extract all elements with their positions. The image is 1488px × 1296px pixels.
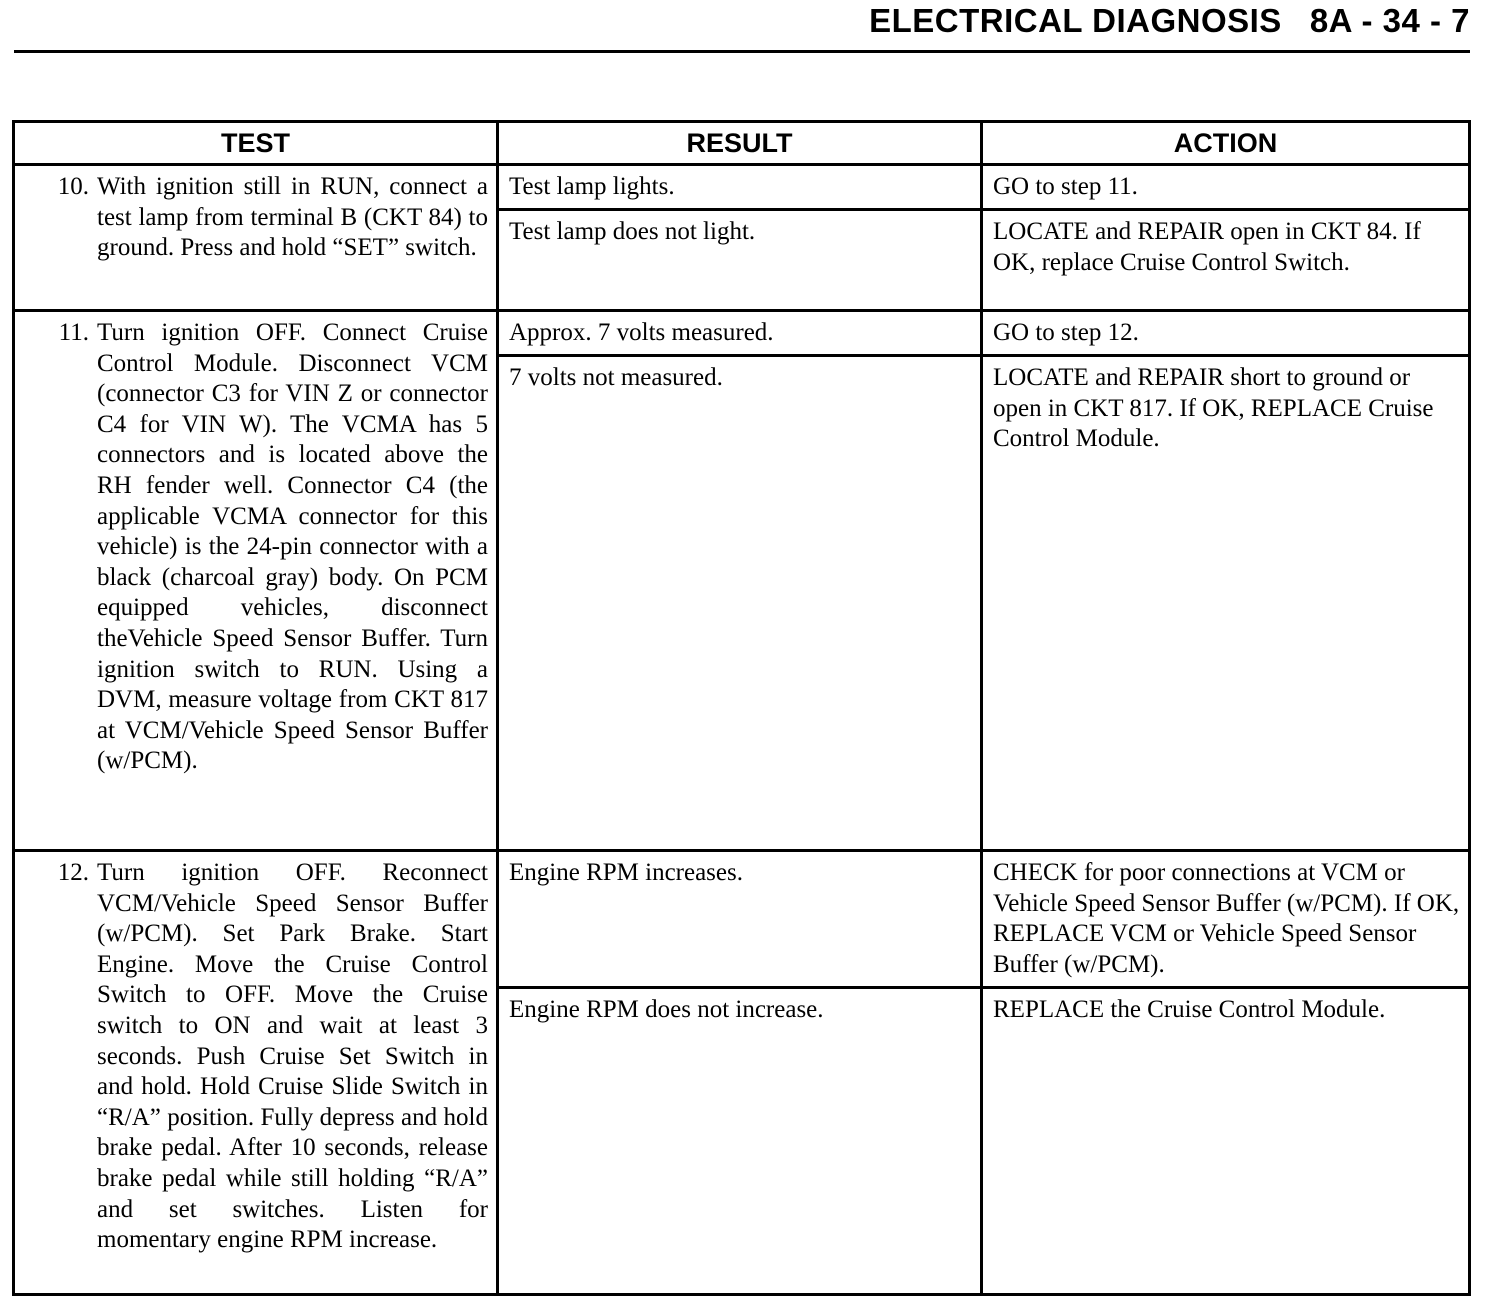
column-header-test: TEST <box>14 122 498 165</box>
test-cell-step-11 <box>14 311 498 851</box>
result-cell: Approx. 7 volts measured. <box>498 311 982 356</box>
action-cell: LOCATE and REPAIR open in CKT 84. If OK, replace Cruise Control Switch. <box>982 210 1470 311</box>
step-number: 12. <box>57 859 89 886</box>
table-row <box>14 165 1470 210</box>
column-header-result: RESULT <box>498 122 982 165</box>
action-cell: GO to step 12. <box>982 311 1470 356</box>
table-row <box>14 311 1470 356</box>
page-number: 8A - 34 - 7 <box>1309 2 1470 39</box>
result-cell: Test lamp does not light. <box>498 210 982 311</box>
test-instructions: Turn ignition OFF. Connect Cruise Control Module. Disconnect VCM (connector C3 for VIN Z or connector C4 for VIN W). The VCMA has 5 connectors and is located above the RH fender well. Connector C4 (the applicable VCMA connector for this vehicle) is the 24-pin connector with a black (charcoal gray) body. On PCM equipped vehicles, disconnect theVehicle Speed Sensor Buffer. Turn ignition switch to RUN. Using a DVM, measure voltage from CKT 817 at VCM/Vehicle Speed Sensor Buffer (w/PCM). <box>97 319 488 775</box>
test-instructions: With ignition still in RUN, connect a test lamp from terminal B (CKT 84) to ground. Press and hold “SET” switch. <box>97 173 488 262</box>
column-header-action: ACTION <box>982 122 1470 165</box>
test-cell-step-10 <box>14 165 498 311</box>
step-number: 10. <box>57 173 89 200</box>
section-title: ELECTRICAL DIAGNOSIS <box>869 2 1282 39</box>
test-cell-step-12 <box>14 851 498 1295</box>
step-number: 11. <box>58 319 89 346</box>
test-instructions: Turn ignition OFF. Reconnect VCM/Vehicle Speed Sensor Buffer (w/PCM). Set Park Brake. Start Engine. Move the Cruise Control Switch to OFF. Move the Cruise switch to ON and wait at least 3 seconds. Push Cruise Set Switch in and hold. Hold Cruise Slide Switch in “R/A” position. Fully depress and hold brake pedal. After 10 seconds, release brake pedal while still holding “R/A” and set switches. Listen for momentary engine RPM increase. <box>97 859 488 1254</box>
action-cell: LOCATE and REPAIR short to ground or open in CKT 817. If OK, REPLACE Cruise Control Module. <box>982 356 1470 851</box>
table-header-row <box>14 122 1470 165</box>
table-row <box>14 851 1470 988</box>
result-cell: Test lamp lights. <box>498 165 982 210</box>
action-cell: GO to step 11. <box>982 165 1470 210</box>
result-cell: Engine RPM increases. <box>498 851 982 988</box>
diagnosis-table <box>12 120 1471 1296</box>
action-cell: REPLACE the Cruise Control Module. <box>982 988 1470 1295</box>
result-cell: 7 volts not measured. <box>498 356 982 851</box>
page-header <box>14 0 1470 53</box>
header-title <box>869 2 1470 40</box>
result-cell: Engine RPM does not increase. <box>498 988 982 1295</box>
action-cell: CHECK for poor connections at VCM or Vehicle Speed Sensor Buffer (w/PCM). If OK, REPLACE VCM or Vehicle Speed Sensor Buffer (w/PCM). <box>982 851 1470 988</box>
